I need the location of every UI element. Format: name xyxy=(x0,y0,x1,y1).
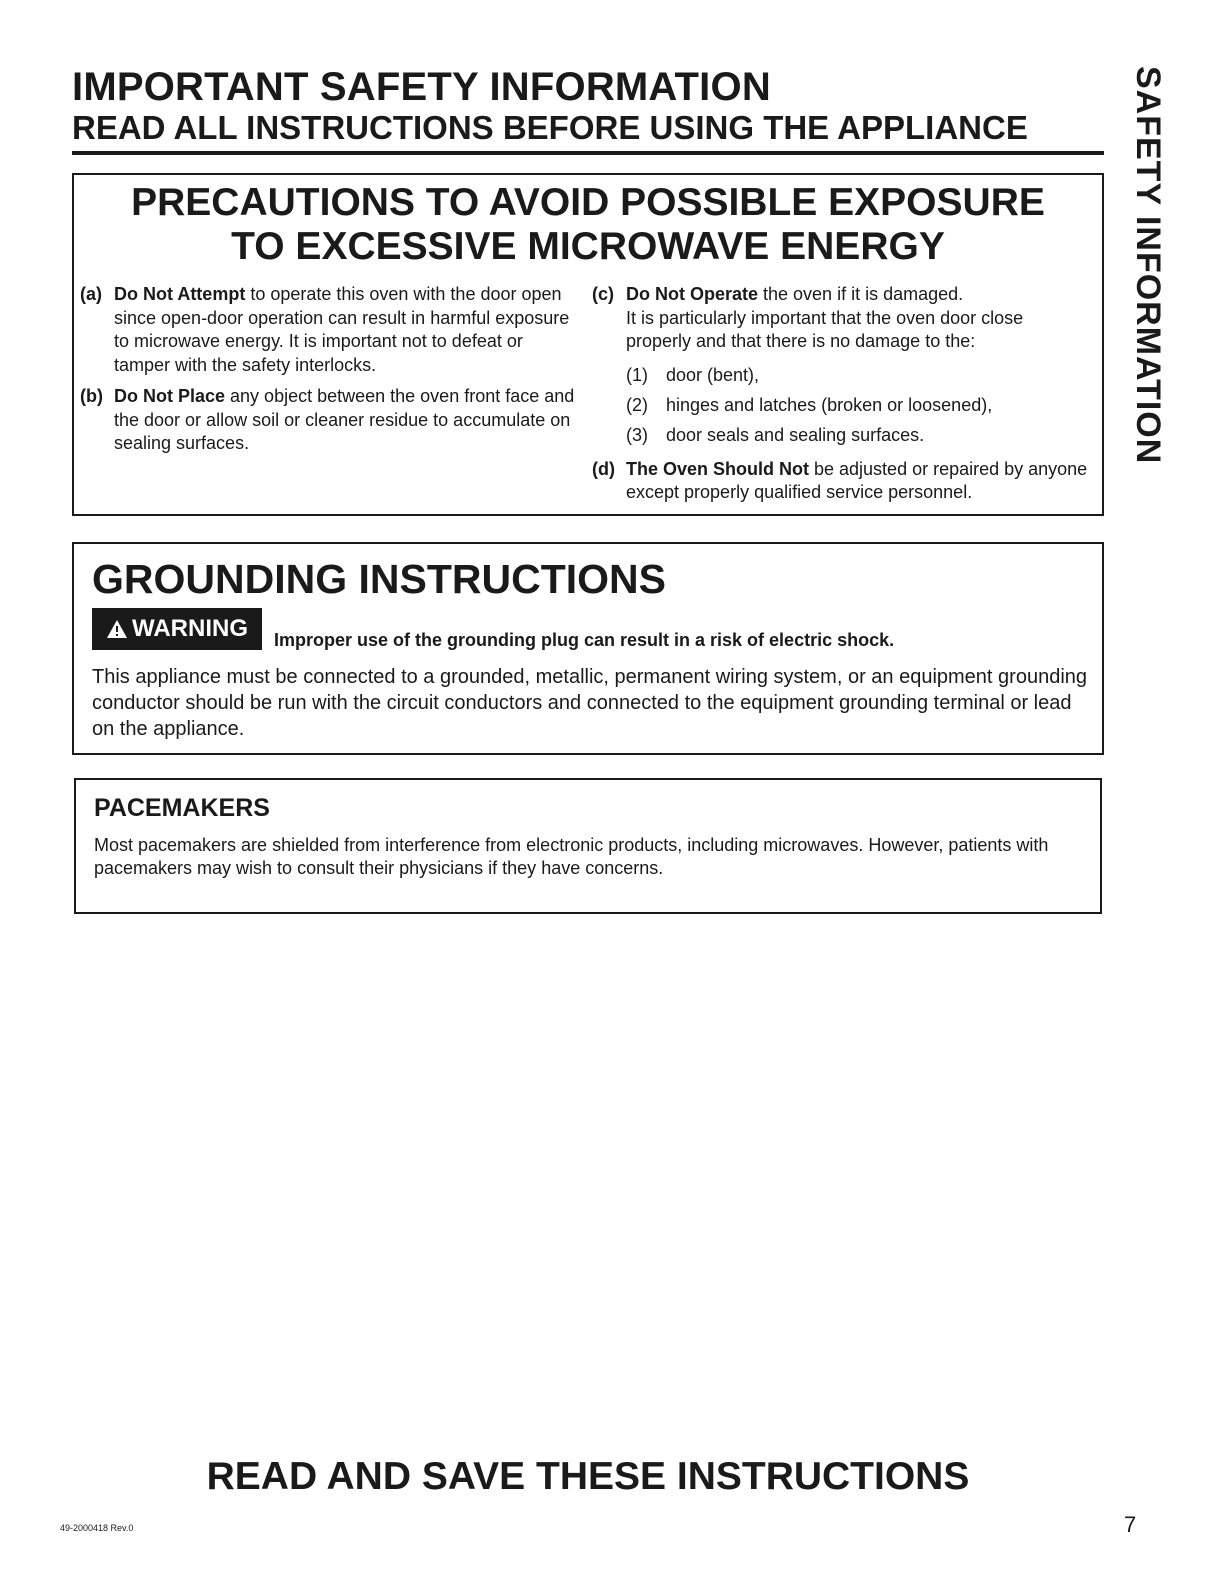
warning-triangle-icon xyxy=(106,619,128,639)
precaution-item-a xyxy=(80,283,580,377)
page-title: IMPORTANT SAFETY INFORMATION xyxy=(72,65,771,109)
item-label: (b) xyxy=(80,386,103,406)
item-text: to operate this oven with the door open since open-door operation can result in harmful exposure to microwave energy. It is important not to defeat or tamper with the safety interlocks. xyxy=(114,284,570,375)
item-emphasis: The Oven Should Not xyxy=(626,458,809,479)
list-item: (2) hinges and latches (broken or loosened), xyxy=(626,394,993,415)
item-text-continued: It is particularly important that the oven door close properly and that there is no damage to the: xyxy=(626,307,1024,351)
grounding-body: This appliance must be connected to a grounded, metallic, permanent wiring system, or an equipment grounding conductor should be run with the circuit conductors and connected to the equipment grounding terminal or lead on the appliance. xyxy=(92,666,1088,740)
warning-label: WARNING xyxy=(132,615,248,642)
item-text: any object between the oven front face and the door or allow soil or cleaner residue to accumulate on sealing surfaces. xyxy=(114,386,575,453)
precautions-right-column xyxy=(592,283,1092,513)
item-label: (d) xyxy=(592,458,615,479)
page-number: 7 xyxy=(1124,1512,1137,1537)
precaution-item-c xyxy=(592,283,1092,450)
item-text: be adjusted or repaired by anyone except properly qualified service personnel. xyxy=(626,458,1088,502)
pacemakers-box xyxy=(74,778,1102,914)
warning-badge xyxy=(92,608,262,650)
precaution-item-d xyxy=(592,458,1092,505)
list-item: (3) door seals and sealing surfaces. xyxy=(626,424,925,445)
precaution-item-b xyxy=(80,385,580,456)
warning-text: Improper use of the grounding plug can result in a risk of electric shock. xyxy=(274,630,895,650)
page-subtitle: READ ALL INSTRUCTIONS BEFORE USING THE APPLIANCE xyxy=(72,109,1028,146)
precautions-box xyxy=(72,173,1104,516)
grounding-box xyxy=(72,542,1104,755)
document-code: 49-2000418 Rev.0 xyxy=(60,1523,134,1533)
precautions-title xyxy=(74,181,1102,269)
item-label: (a) xyxy=(80,284,102,304)
precautions-title-line2: TO EXCESSIVE MICROWAVE ENERGY xyxy=(231,225,945,268)
damage-list xyxy=(626,360,1092,450)
item-emphasis: Do Not Operate xyxy=(626,284,759,304)
precautions-title-line1: PRECAUTIONS TO AVOID POSSIBLE EXPOSURE xyxy=(131,181,1045,224)
item-text: the oven if it is damaged. xyxy=(758,284,964,304)
list-item: (1) door (bent), xyxy=(626,364,760,385)
side-section-tab: SAFETY INFORMATION xyxy=(1129,66,1167,465)
item-emphasis: Do Not Attempt xyxy=(114,284,246,304)
pacemakers-title: PACEMAKERS xyxy=(94,794,270,822)
item-label: (c) xyxy=(592,284,614,304)
grounding-title: GROUNDING INSTRUCTIONS xyxy=(92,556,666,602)
pacemakers-body: Most pacemakers are shielded from interference from electronic products, including microwaves. However, patients with pacemakers may wish to consult their physicians if they have concerns. xyxy=(94,835,1049,878)
header-divider xyxy=(72,151,1104,155)
item-emphasis: Do Not Place xyxy=(114,386,226,406)
footer-title: READ AND SAVE THESE INSTRUCTIONS xyxy=(206,1455,970,1498)
precautions-left-column xyxy=(80,283,580,464)
